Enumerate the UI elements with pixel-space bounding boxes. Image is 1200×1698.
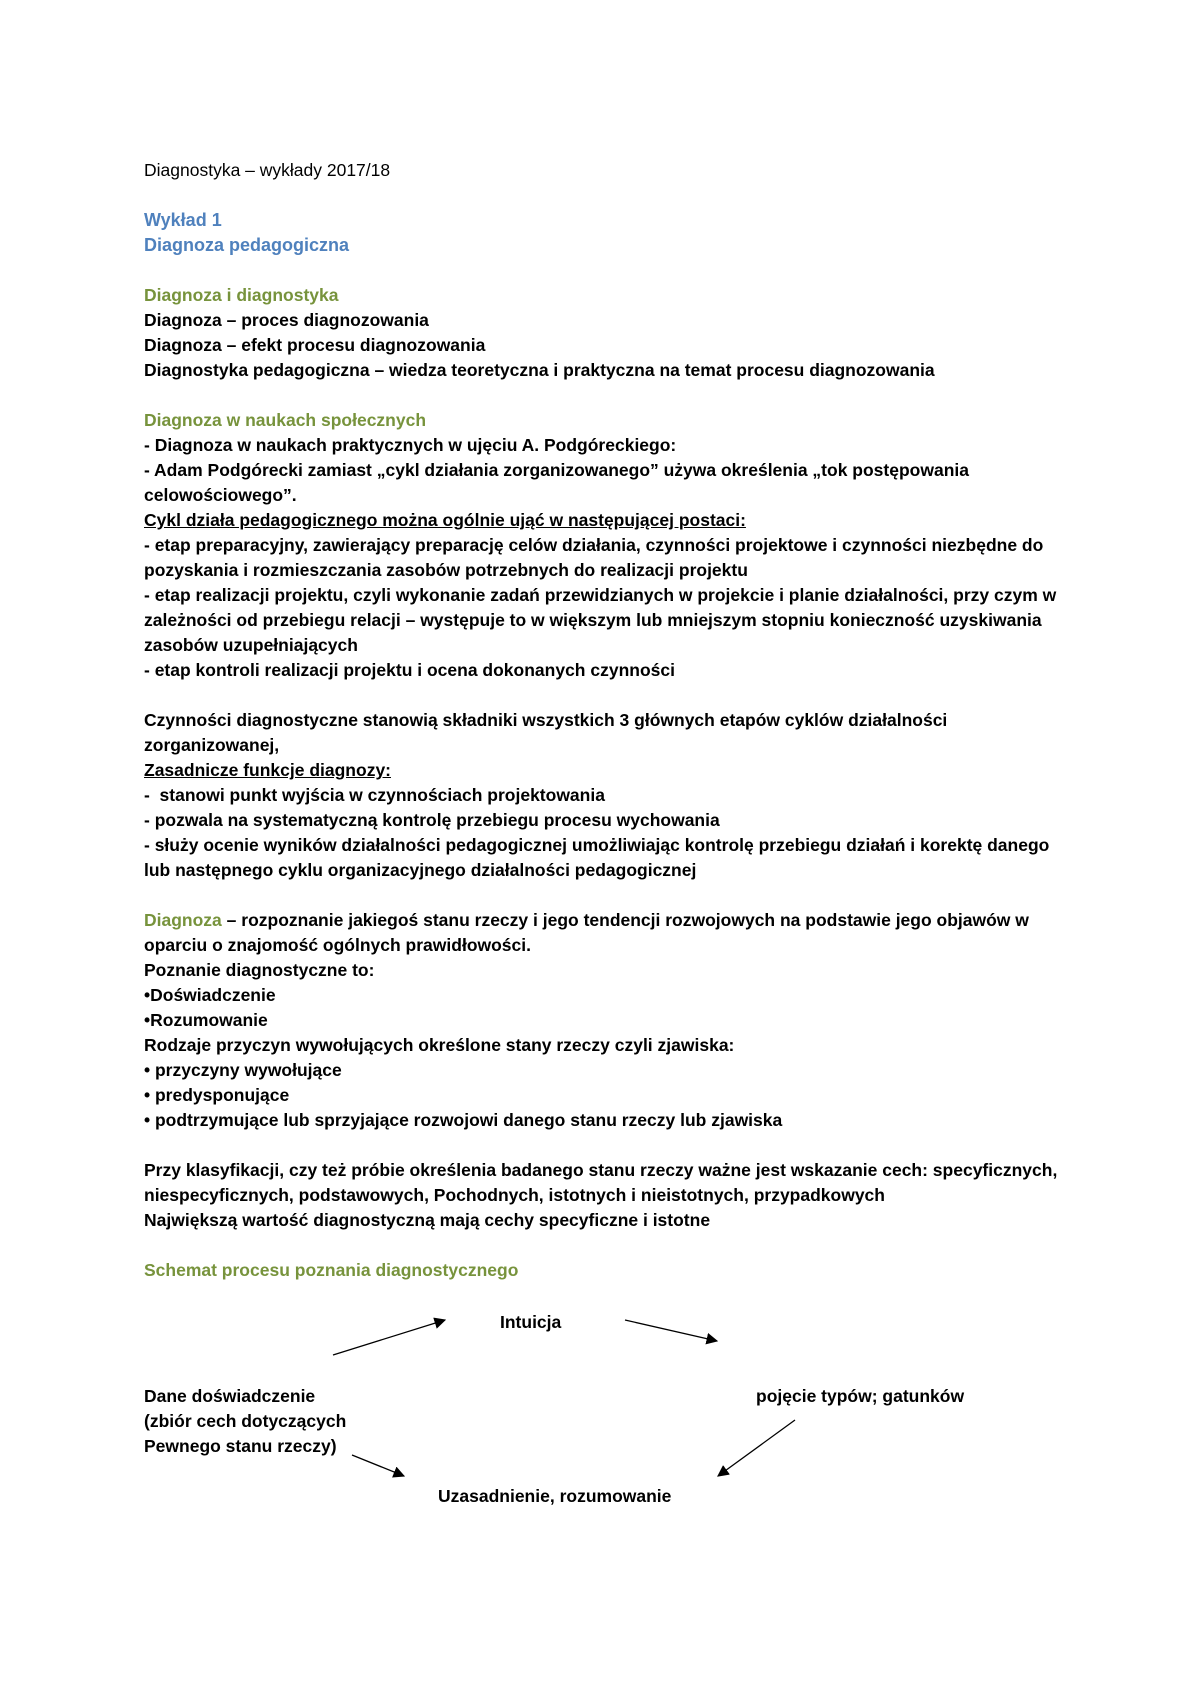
diagram-node-concept: pojęcie typów; gatunków [756,1386,965,1406]
diagnosis-definition [144,908,1074,958]
paragraph-line: - Diagnoza w naukach praktycznych w ujęciu A. Podgóreckiego: [144,435,677,455]
function-item: - pozwala na systematyczną kontrolę przebiegu procesu wychowania [144,810,720,830]
arrow-intuition-to-concept [625,1320,717,1341]
arrow-data-to-intuition [333,1320,445,1355]
lecture-number: Wykład 1 [144,210,222,230]
stage-item: - etap realizacji projektu, czyli wykonanie zadań przewidzianych w projekcie i planie działalności, przy czym w zależności od przebiegu relacji – występuje to w większym lub mniejszym stopniu konieczność uzyskiwania zasobów uzupełniających [144,585,1062,655]
paragraph-line: Poznanie diagnostyczne to: [144,960,375,980]
lecture-topic: Diagnoza pedagogiczna [144,235,350,255]
function-item: - służy ocenie wyników działalności pedagogicznej umożliwiając kontrolę przebiegu działań i korektę danego lub następnego cyklu organizacyjnego działalności pedagogicznej [144,835,1055,880]
paragraph-line: Czynności diagnostyczne stanowią składniki wszystkich 3 głównych etapów cyklów działalności zorganizowanej, [144,710,953,755]
paragraph-line: Największą wartość diagnostyczną mają cechy specyficzne i istotne [144,1210,711,1230]
diagram-node-data-line2: (zbiór cech dotyczących [144,1411,347,1431]
arrow-concept-to-reasoning [718,1420,795,1476]
diagram-title: Schemat procesu poznania diagnostycznego [144,1260,519,1280]
list-item: • przyczyny wywołujące [144,1060,342,1080]
list-item: •Doświadczenie [144,985,276,1005]
arrow-data-to-reasoning [352,1455,404,1476]
section-heading-nauki-spoleczne: Diagnoza w naukach społecznych [144,410,427,430]
list-item: •Rozumowanie [144,1010,268,1030]
definition-line: Diagnostyka pedagogiczna – wiedza teoretyczna i praktyczna na temat procesu diagnozowania [144,360,935,380]
stage-item: - etap preparacyjny, zawierający preparację celów działania, czynności projektowe i czynności niezbędne do pozyskania i rozmieszczania zasobów potrzebnych do realizacji projektu [144,535,1049,580]
diagram-node-data-line1: Dane doświadczenie [144,1386,316,1406]
diagnosis-term: Diagnoza [144,910,222,930]
paragraph-line: Rodzaje przyczyn wywołujących określone stany rzeczy czyli zjawiska: [144,1035,735,1055]
paragraph-line: - Adam Podgórecki zamiast „cykl działania zorganizowanego” używa określenia „tok postępowania celowościowego”. [144,460,974,505]
paragraph-line: Przy klasyfikacji, czy też próbie określenia badanego stanu rzeczy ważne jest wskazanie cech: specyficznych, niespecyficznych, podstawowych, Pochodnych, istotnych i nieistotnych, przypadkowych [144,1160,1063,1205]
diagram-node-intuition: Intuicja [500,1312,562,1332]
underlined-subheading: Zasadnicze funkcje diagnozy: [144,760,391,780]
list-item: • podtrzymujące lub sprzyjające rozwojowi danego stanu rzeczy lub zjawiska [144,1110,783,1130]
underlined-subheading: Cykl działa pedagogicznego można ogólnie ująć w następującej postaci: [144,510,746,530]
section-heading-diagnoza-i-diagnostyka: Diagnoza i diagnostyka [144,285,339,305]
document-body [144,158,1074,1233]
diagnosis-definition-text: – rozpoznanie jakiegoś stanu rzeczy i jego tendencji rozwojowych na podstawie jego objawów w oparciu o znajomość ogólnych prawidłowości. [144,910,1034,955]
document-title: Diagnostyka – wykłady 2017/18 [144,160,391,180]
stage-item: - etap kontroli realizacji projektu i ocena dokonanych czynności [144,660,675,680]
function-item: - stanowi punkt wyjścia w czynnościach projektowania [144,785,605,805]
diagram-node-reasoning: Uzasadnienie, rozumowanie [438,1486,672,1506]
definition-line: Diagnoza – efekt procesu diagnozowania [144,335,486,355]
diagram-node-data-line3: Pewnego stanu rzeczy) [144,1436,337,1456]
list-item: • predysponujące [144,1085,290,1105]
definition-line: Diagnoza – proces diagnozowania [144,310,429,330]
